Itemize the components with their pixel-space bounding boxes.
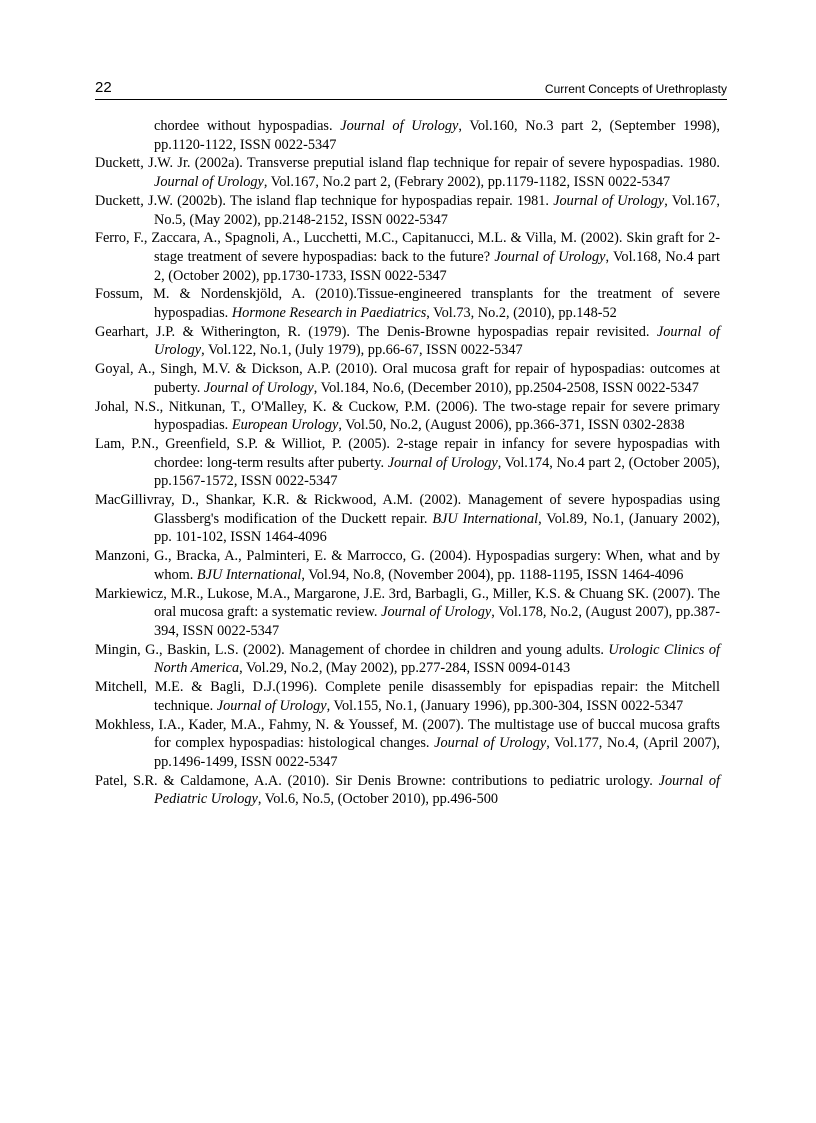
reference-details: , Vol.89, No.1, (January 2002), pp. 101-102, ISSN 1464-4096 xyxy=(154,510,720,546)
journal-title: Journal of Urology xyxy=(553,192,665,209)
reference-text: chordee without hypospadias. xyxy=(154,118,341,134)
reference-text: Markiewicz, M.R., Lukose, M.A., Margarone, J.E. 3rd, Barbagli, G., Miller, K.S. & Chuang SK. (2007). The oral mucosa graft: a systematic review. xyxy=(95,585,720,621)
reference-entry xyxy=(95,192,720,229)
journal-title: BJU International xyxy=(432,510,539,527)
journal-title: Journal of Urology xyxy=(387,454,498,471)
reference-entry xyxy=(95,435,720,491)
reference-details: , Vol.94, No.8, (November 2004), pp. 1188-1195, ISSN 1464-4096 xyxy=(301,566,684,583)
journal-title: Urologic Clinics of North America xyxy=(154,641,720,677)
reference-text: Mitchell, M.E. & Bagli, D.J.(1996). Complete penile disassembly for epispadias repair: the Mitchell technique. xyxy=(95,679,720,714)
reference-text: Johal, N.S., Nitkunan, T., O'Malley, K. & Cuckow, P.M. (2006). The two-stage repair for severe primary hypospadias. xyxy=(95,398,720,434)
reference-entry xyxy=(95,398,720,435)
journal-title: European Urology xyxy=(231,417,339,434)
reference-details: , Vol.178, No.2, (August 2007), pp.387-394, ISSN 0022-5347 xyxy=(154,604,720,639)
journal-title: Journal of Pediatric Urology xyxy=(154,772,720,808)
reference-entry xyxy=(95,678,720,715)
reference-details: , Vol.73, No.2, (2010), pp.148-52 xyxy=(426,305,617,322)
journal-title: Journal of Urology xyxy=(494,248,606,265)
reference-details: , Vol.168, No.4 part 2, (October 2002), pp.1730-1733, ISSN 0022-5347 xyxy=(154,248,720,284)
reference-details: , Vol.177, No.4, (April 2007), pp.1496-1499, ISSN 0022-5347 xyxy=(154,735,720,770)
reference-details: , Vol.167, No.2 part 2, (Febrary 2002), pp.1179-1182, ISSN 0022-5347 xyxy=(263,174,671,191)
reference-text: Lam, P.N., Greenfield, S.P. & Williot, P. (2005). 2-stage repair in infancy for severe hypospadias with chordee: long-term results after puberty. xyxy=(95,435,720,471)
reference-details: , Vol.6, No.5, (October 2010), pp.496-500 xyxy=(257,791,499,808)
reference-text: Mokhless, I.A., Kader, M.A., Fahmy, N. & Youssef, M. (2007). The multistage use of buccal mucosa grafts for complex hypospadias: histological changes. xyxy=(95,716,720,752)
reference-entry xyxy=(95,285,720,322)
reference-list xyxy=(95,117,720,809)
journal-title: Journal of Urology xyxy=(434,735,547,752)
reference-details: , Vol.174, No.4 part 2, (October 2005), pp.1567-1572, ISSN 0022-5347 xyxy=(154,454,721,490)
reference-text: Manzoni, G., Bracka, A., Palminteri, E. & Marrocco, G. (2004). Hypospadias surgery: When, what and by whom. xyxy=(95,548,720,583)
journal-title: Journal of Urology xyxy=(340,118,459,134)
reference-details: , Vol.167, No.5, (May 2002), pp.2148-2152, ISSN 0022-5347 xyxy=(154,192,720,228)
reference-text: MacGillivray, D., Shankar, K.R. & Rickwood, A.M. (2002). Management of severe hypospadias using Glassberg's modification of the Duckett repair. xyxy=(95,492,720,527)
reference-entry xyxy=(95,716,720,772)
journal-title: Journal of Urology xyxy=(154,323,720,359)
reference-text: Ferro, F., Zaccara, A., Spagnoli, A., Lucchetti, M.C., Capitanucci, M.L. & Villa, M. (2002). Skin graft for 2-stage treatment of severe hypospadias: back to the future? xyxy=(95,230,720,265)
reference-entry xyxy=(95,547,720,584)
reference-details: , Vol.184, No.6, (December 2010), pp.2504-2508, ISSN 0022-5347 xyxy=(313,379,699,396)
reference-entry xyxy=(95,491,720,547)
reference-entry xyxy=(95,154,720,191)
journal-title: Journal of Urology xyxy=(381,604,492,621)
reference-details: , Vol.122, No.1, (July 1979), pp.66-67, ISSN 0022-5347 xyxy=(201,342,523,359)
reference-text: Duckett, J.W. (2002b). The island flap technique for hypospadias repair. 1981. xyxy=(95,192,554,209)
journal-title: Journal of Urology xyxy=(216,697,327,714)
reference-entry xyxy=(95,229,720,285)
journal-title: Hormone Research in Paediatrics xyxy=(231,305,427,322)
reference-details: , Vol.160, No.3 part 2, (September 1998), pp.1120-1122, ISSN 0022-5347 xyxy=(154,118,720,153)
reference-text: Duckett, J.W. Jr. (2002a). Transverse preputial island flap technique for repair of severe hypospadias. 1980. xyxy=(95,155,720,172)
journal-title: Journal of Urology xyxy=(154,174,264,191)
reference-entry xyxy=(95,772,720,809)
reference-text: Fossum, M. & Nordenskjöld, A. (2010).Tissue-engineered transplants for the treatment of severe hypospadias. xyxy=(95,286,720,322)
running-title: Current Concepts of Urethroplasty xyxy=(544,82,727,96)
reference-details: , Vol.155, No.1, (January 1996), pp.300-304, ISSN 0022-5347 xyxy=(326,697,684,714)
reference-text: Gearhart, J.P. & Witherington, R. (1979). The Denis-Browne hypospadias repair revisited. xyxy=(95,323,657,340)
reference-entry xyxy=(95,117,720,154)
journal-title: BJU International xyxy=(196,566,302,583)
journal-title: Journal of Urology xyxy=(203,379,314,396)
reference-entry xyxy=(95,360,720,397)
reference-text: Goyal, A., Singh, M.V. & Dickson, A.P. (2010). Oral mucosa graft for repair of hypospadias: outcomes at puberty. xyxy=(95,361,720,396)
reference-entry xyxy=(95,323,720,360)
reference-entry xyxy=(95,585,720,641)
reference-details: , Vol.50, No.2, (August 2006), pp.366-371, ISSN 0302-2838 xyxy=(338,417,685,434)
page-number: 22 xyxy=(95,79,112,96)
reference-text: Mingin, G., Baskin, L.S. (2002). Management of chordee in children and young adults. xyxy=(95,641,609,658)
reference-entry xyxy=(95,641,720,678)
page-header xyxy=(95,79,727,100)
reference-text: Patel, S.R. & Caldamone, A.A. (2010). Sir Denis Browne: contributions to pediatric urology. xyxy=(95,772,659,789)
reference-details: , Vol.29, No.2, (May 2002), pp.277-284, ISSN 0094-0143 xyxy=(239,660,571,677)
